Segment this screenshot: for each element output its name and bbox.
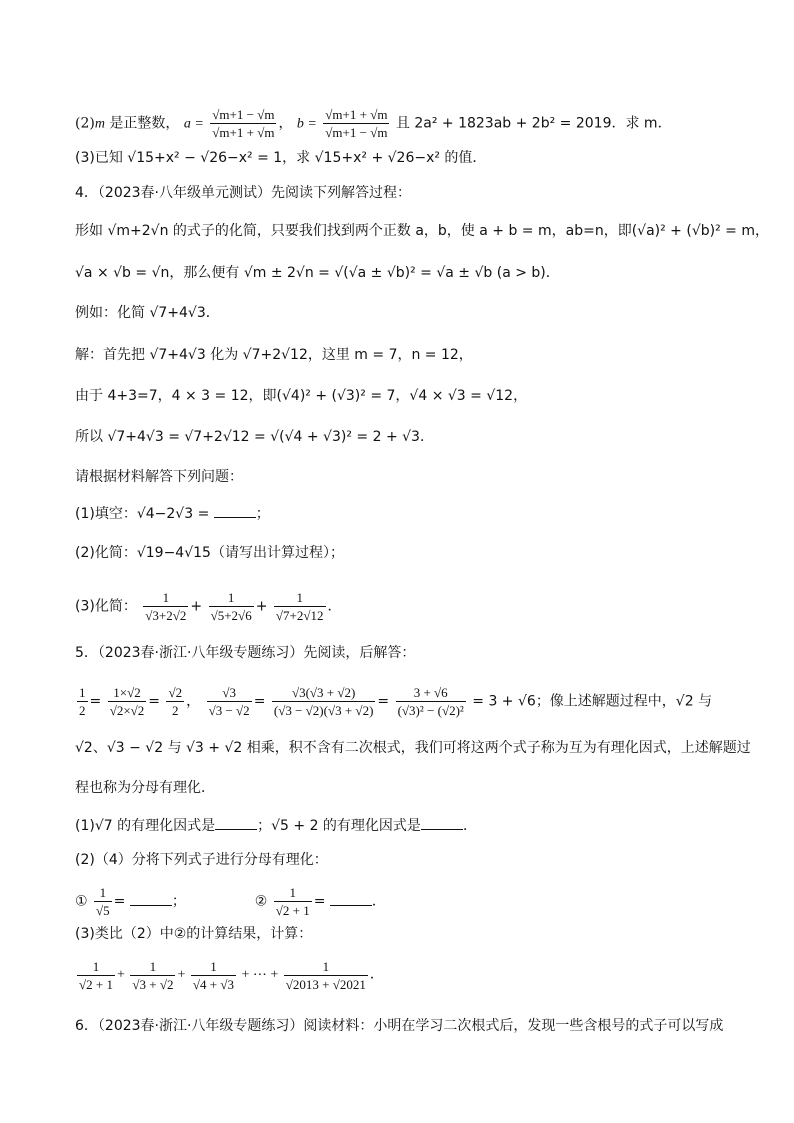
answer-blank (421, 815, 463, 830)
q6-header: 6．（2023春·浙江·八年级专题练习）阅读材料：小明在学习二次根式后，发现一些含根号的式子可以写成 (75, 1018, 724, 1034)
q4-frac-1 (143, 589, 188, 624)
denominator: √2×√2 (109, 703, 145, 718)
denominator: √2 + 1 (275, 903, 310, 918)
ex2-result: = 3 + √6；像上述解题过程中，√2 与 (472, 693, 713, 710)
q5-part1 (75, 815, 477, 836)
a-numerator: √m+1 − √m (212, 107, 275, 122)
q4-header: 4．（2023春·八年级单元测试）先阅读下列解答过程： (75, 185, 411, 201)
q4-part2: (2)化简：√19−4√15（请写出计算过程）； (75, 545, 344, 561)
numerator: 1 (94, 884, 112, 902)
denominator: √3 + √2 (132, 977, 174, 992)
q5-part2: (2)（4）分将下列式子进行分母有理化： (75, 852, 328, 868)
part-label: (2) (75, 115, 95, 132)
ex2-frac-1 (207, 684, 252, 719)
q5-header: 5．（2023春·浙江·八年级专题练习）先阅读，后解答： (75, 645, 416, 661)
denominator: √7+2√12 (275, 608, 324, 623)
numerator: 1 (191, 958, 236, 976)
q5-part1-mid: ；√5 + 2 的有理化因式是 (257, 818, 421, 834)
numerator: √3(√3 + √2) (272, 684, 376, 702)
item-label-1: ① (75, 893, 88, 910)
b-fraction (323, 106, 389, 141)
denominator: √5 (96, 903, 110, 918)
answer-blank (214, 503, 256, 518)
q4-line1: 形如 √m+2√n 的式子的化简，只要我们找到两个正数 a，b，使 a + b = m，ab=n，即(√a)² + (√b)² = m， (75, 223, 769, 239)
q4-solution-2: 由于 4+3=7，4 × 3 = 12，即(√4)² + (√3)² = 7，√4 × √3 = √12， (75, 388, 528, 404)
ellipsis: + ⋯ + (241, 967, 279, 983)
q4-solution-3: 所以 √7+4√3 = √7+2√12 = √(√4 + √3)² = 2 + √3． (75, 429, 434, 445)
item-label-2: ② (254, 893, 268, 910)
q4-line2: √a × √b = √n，那么便有 √m ± 2√n = √(√a ± √b)² = √a ± √b (a > b)． (75, 265, 560, 281)
q5-frac-a (94, 884, 112, 919)
q5-part1-text: (1)√7 的有理化因式是 (75, 818, 216, 834)
b-lhs: b = (296, 116, 317, 132)
denominator: √5+2√6 (210, 608, 252, 623)
q4-part1 (75, 503, 270, 524)
q5-part2-items: ① $\frac{1}{√5}$ = ； ② $\frac{1}{√2 + 1}$ = ． (75, 885, 386, 918)
denominator: √2013 + √2021 (285, 977, 366, 992)
punct: ； (171, 893, 186, 910)
q4-part1-text: (1)填空：√4−2√3 = (75, 506, 210, 522)
q4-frac-2 (209, 589, 254, 624)
numerator: 3 + √6 (396, 684, 466, 702)
numerator: 1 (79, 685, 86, 700)
q4-solution-1: 解：首先把 √7+4√3 化为 √7+2√12，这里 m = 7，n = 12， (75, 347, 473, 363)
sum-frac-last (284, 958, 368, 993)
ex1-frac-2 (108, 684, 147, 719)
answer-blank (215, 815, 257, 830)
ex1-frac-3 (166, 684, 184, 719)
q3-part2-desc: 是正整数， (104, 115, 180, 132)
q3-part2-condition: 且 2a² + 1823ab + 2b² = 2019．求 m． (395, 115, 672, 132)
denominator: √2 + 1 (79, 977, 113, 992)
q4-part3-label: (3)化简： (75, 598, 137, 615)
numerator: 1 (130, 958, 175, 976)
numerator: 1 (209, 589, 254, 607)
punct: ； (255, 506, 270, 522)
answer-blank (130, 891, 172, 906)
b-denominator: √m+1 − √m (325, 125, 388, 140)
q5-line3: 程也称为分母有理化． (75, 780, 215, 796)
ex2-frac-2 (272, 684, 376, 719)
q3-part2: (2)m 是正整数， a = $\frac{√m+1 - √m}{√m+1 + √m}$ ， b = $\frac{√m+1 + √m}{√m+1 - √m}$ 且 2a² + 1823ab + 2b² = 2019．求 m． (75, 107, 672, 140)
q5-line2: √2、√3 − √2 与 √3 + √2 相乘，积不含有二次根式，我们可将这两个式子称为互为有理化因式，上述解题过 (75, 740, 751, 756)
punct: ． (462, 818, 477, 834)
q3-part3: (3)已知 √15+x² − √26−x² = 1，求 √15+x² + √26−x² 的值． (75, 150, 487, 166)
numerator: √3 (207, 684, 252, 702)
q4-frac-3 (274, 589, 326, 624)
denominator: √4 + √3 (192, 977, 234, 992)
numerator: 1 (274, 884, 312, 902)
var-m: m (94, 116, 105, 132)
numerator: 1 (274, 589, 326, 607)
q5-part3: (3)类比（2）中②的计算结果，计算： (75, 926, 313, 942)
denominator: 2 (79, 703, 86, 718)
q5-example: $\frac{1}{2}$ = $\frac{1\times√2}{√2\times√2}$ = $\frac{√2}{2}$ ， $\frac{√3}{√3 - √2}$ = $\frac{√3(√3 + √2)}{(√3 - √2)(√3 + √2)}$ = $\frac{3 + √6}{\text{(√3)² − (√2)²}}$ = 3 + √6；像上述解题过程中，√2 与 (79, 685, 713, 718)
punct: ． (371, 893, 386, 910)
answer-blank (330, 891, 372, 906)
q4-example: 例如：化简 √7+4√3． (75, 305, 220, 321)
q5-frac-b (274, 884, 312, 919)
numerator: 1 (77, 958, 115, 976)
a-fraction (210, 106, 276, 141)
ex2-frac-3 (396, 684, 466, 719)
q4-part3: (3)化简： $\frac{1}{√3+2√2}$ + $\frac{1}{√5+2√6}$ + $\frac{1}{√7+2√12}$ ． (75, 590, 342, 623)
q5-sum: $\frac{1}{√2 + 1}$ + $\frac{1}{√3 + √2}$ + $\frac{1}{√4 + √3}$ + ⋯ + $\frac{1}{√2013 + √2021}$ ． (79, 959, 384, 992)
a-lhs: a = (183, 116, 204, 132)
denominator: √3 − √2 (208, 703, 250, 718)
b-numerator: √m+1 + √m (325, 107, 388, 122)
punct: ． (369, 966, 384, 983)
q4-instruction: 请根据材料解答下列问题： (75, 469, 243, 485)
numerator: 1 (143, 589, 188, 607)
numerator: √2 (168, 685, 183, 700)
numerator: 1×√2 (108, 684, 147, 702)
denominator: 2 (172, 703, 179, 718)
ex1-frac-1 (77, 684, 88, 719)
sum-frac-2 (130, 958, 175, 993)
denominator: √3+2√2 (145, 608, 187, 623)
numerator: 1 (284, 958, 368, 976)
denominator: (√3 − √2)(√3 + √2) (273, 703, 374, 718)
denominator: (√3)² − (√2)² (397, 703, 464, 718)
a-denominator: √m+1 + √m (212, 125, 275, 140)
sum-frac-3 (191, 958, 236, 993)
sum-frac-1 (77, 958, 115, 993)
